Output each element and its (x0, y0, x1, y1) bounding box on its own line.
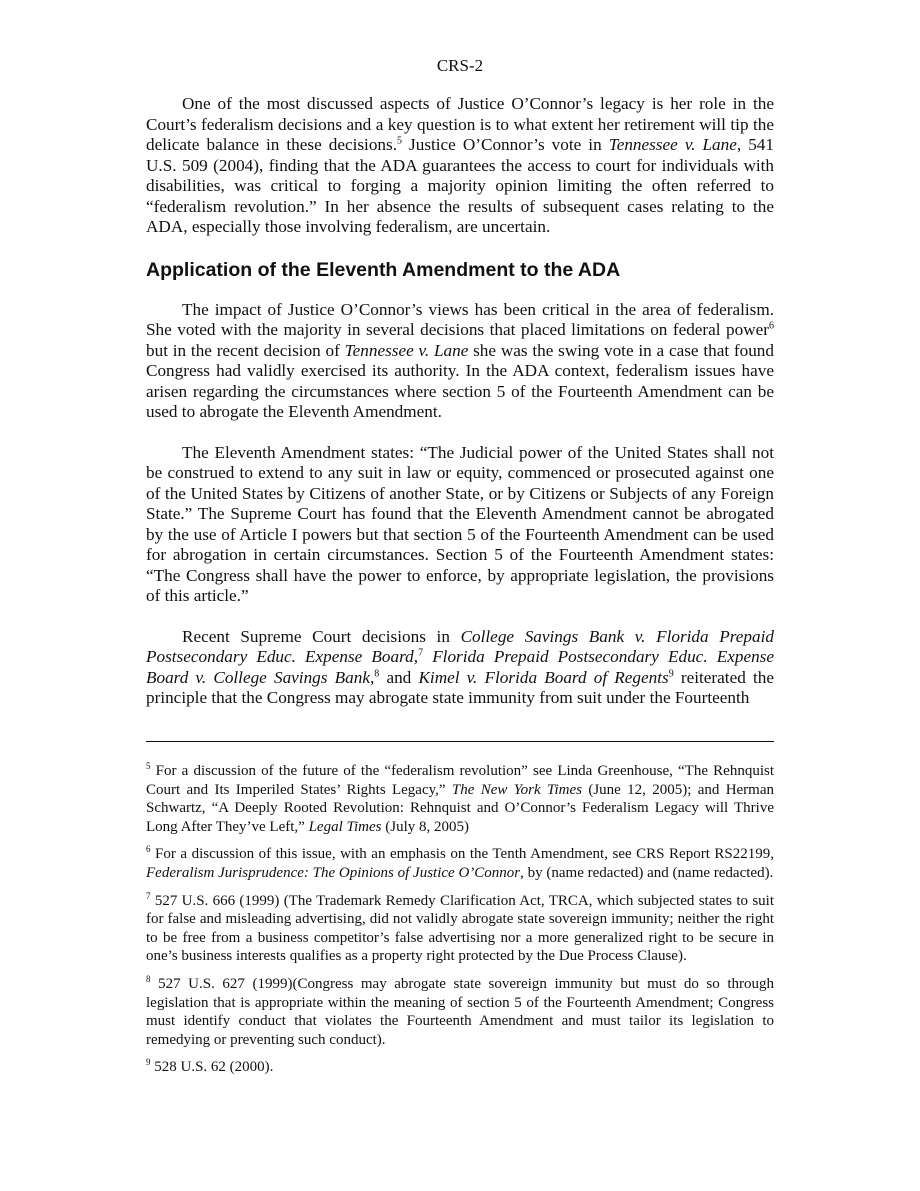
case-name: Tennessee v. Lane (344, 340, 469, 360)
footnotes (146, 762, 774, 1086)
footnote-ref-8[interactable]: 8 (374, 667, 380, 679)
footnote-9: $^9$ 528 U.S. 62 (2000). (146, 1057, 274, 1076)
footnote-ref-9[interactable]: 9 (668, 667, 674, 679)
footnote-7: $^7$ 527 U.S. 666 (1999) (The Trademark Remedy Clarification Act, TRCA, which subjected states to suit for false and misleading advertising, did not validly abrogate state sovereign immunity; neither the right to be free from a business competitor’s false advertising nor a more generalized right to be secure in one’s business interests qualifies as a property right protected by the Due Process Clause). (146, 890, 774, 965)
footnote-divider (146, 741, 774, 742)
paragraph-4: Recent Supreme Court decisions in College Savings Bank v. Florida Prepaid Postsecondary Educ. Expense Board,$^7$ Florida Prepaid Postsecondary Educ. Expense Board v. College Savings Bank,$^8$ and Kimel v. Florida Board of Regents$^9$ reiterated the principle that the Congress may abrogate state immunity from suit under the Fourteenth (146, 626, 774, 707)
paragraph-3: The Eleventh Amendment states: “The Judicial power of the United States shall not be construed to extend to any suit in law or equity, commenced or prosecuted against one of the United States by Citizens of another State, or by Citizens or Subjects of any Foreign State.” The Supreme Court has found that the Eleventh Amendment cannot be abrogated by the use of Article I powers but that section 5 of the Fourteenth Amendment can be used for abrogation in certain circumstances. Section 5 of the Fourteenth Amendment states: “The Congress shall have the power to enforce, by appropriate legislation, the provisions of this article.” (146, 442, 774, 605)
case-name: Florida Prepaid Postsecondary Educ. Expense Board v. College Savings Bank (146, 647, 774, 687)
case-name: College Savings Bank v. Florida Prepaid Postsecondary Educ. Expense Board, (146, 626, 774, 666)
footnote-5: $^5$ For a discussion of the future of the “federalism revolution” see Linda Greenhouse, “The Rehnquist Court and Its Imperiled States’ Rights Legacy,” The New York Times (June 12, 2005); and Herman Schwartz, “A Deeply Rooted Revolution: Rehnquist and O’Connor’s Federalism Legacy will Thrive Long After They’ve Left,” Legal Times (July 8, 2005) (146, 761, 775, 835)
section-heading: Application of the Eleventh Amendment to the ADA (146, 258, 621, 281)
footnote-8: $^8$ 527 U.S. 627 (1999)(Congress may abrogate state sovereign immunity but must do so through legislation that is appropriate within the meaning of section 5 of the Fourteenth Amendment; Congress must identify conduct that violates the Fourteenth Amendment and must tailor its legislation to remedying or preventing such conduct). (146, 973, 774, 1048)
body-text (146, 94, 774, 709)
case-name: Kimel v. Florida Board of Regents (418, 667, 669, 687)
paragraph-2: The impact of Justice O’Connor’s views has been critical in the area of federalism. She voted with the majority in several decisions that placed limitations on federal power$^6$ but in the recent decision of Tennessee v. Lane she was the swing vote in a case that found Congress had validly exercised its authority. In the ADA context, federalism issues have arisen regarding the circumstances where section 5 of the Fourteenth Amendment can be used to abrogate the Eleventh Amendment. (146, 299, 774, 421)
footnote-6: $^6$ For a discussion of this issue, with an emphasis on the Tenth Amendment, see CRS Report RS22199, Federalism Jurisprudence: The Opinions of Justice O’Connor, by (name redacted) and (name redacted). (146, 844, 774, 881)
footnote-ref-5[interactable]: 5 (397, 135, 402, 147)
case-name: Tennessee v. Lane (608, 135, 737, 154)
paragraph-1: One of the most discussed aspects of Justice O’Connor’s legacy is her role in the Court’s federalism decisions and a key question is to what extent her retirement will tip the delicate balance in these decisions.$^5$ Justice O’Connor’s vote in Tennessee v. Lane, 541 U.S. 509 (2004), finding that the ADA guarantees the access to court for individuals with disabilities, was critical to forging a majority opinion limiting the often referred to “federalism revolution.” In her absence the results of subsequent cases relating to the ADA, especially those involving federalism, are uncertain. (146, 94, 774, 236)
footnote-ref-7[interactable]: 7 (418, 647, 424, 659)
footnote-ref-6[interactable]: 6 (769, 320, 774, 332)
page-number: CRS-2 (436, 56, 484, 75)
